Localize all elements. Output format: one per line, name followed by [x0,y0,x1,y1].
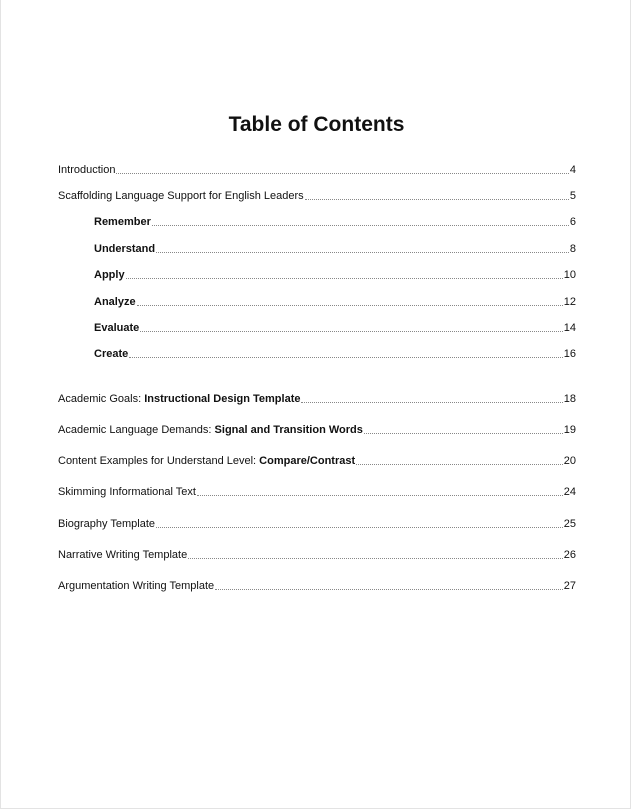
toc-label: Introduction [58,164,116,176]
dot-leader [215,589,563,590]
toc-label: Content Examples for Understand Level: [58,455,260,467]
toc-subentry[interactable] [94,347,576,361]
toc-entry[interactable] [58,454,576,468]
toc-page-number: 4 [569,164,576,176]
toc-page-number: 20 [563,455,576,467]
toc-subentry[interactable] [94,215,576,229]
dot-leader [156,252,569,253]
toc-page-number: 12 [563,296,576,308]
toc-label: Biography Template [58,518,156,530]
dot-leader [305,199,569,200]
dot-leader [129,357,563,358]
toc-page-number: 10 [563,269,576,281]
toc-label: Narrative Writing Template [58,549,188,561]
toc-label: Skimming Informational Text [58,486,196,498]
dot-leader [188,558,563,559]
dot-leader [356,464,563,465]
toc-entry[interactable] [58,579,576,593]
dot-leader [152,225,569,226]
dot-leader [116,173,568,174]
dot-leader [137,305,563,306]
dot-leader [364,433,563,434]
toc-page-number: 24 [563,486,576,498]
toc-label: Evaluate [94,322,140,334]
toc-page-number: 16 [563,348,576,360]
toc-label: Academic Goals: [58,393,145,405]
toc-subentry[interactable] [94,242,576,256]
toc-page-number: 14 [563,322,576,334]
toc-page-number: 19 [563,424,576,436]
toc-page-number: 6 [569,216,576,228]
toc-label: Remember [94,216,151,228]
toc-page-number: 25 [563,518,576,530]
toc-entry[interactable] [58,163,576,177]
toc-page-number: 5 [569,190,576,202]
page-title: Table of Contents [228,113,405,136]
toc-entry[interactable] [58,485,576,499]
dot-leader [197,495,563,496]
toc-entry[interactable] [58,392,576,406]
toc-page-number: 26 [563,549,576,561]
toc-label-bold: Compare/Contrast [259,455,356,467]
toc-entry[interactable] [58,517,576,531]
toc-label: Apply [94,269,125,281]
toc-label: Academic Language Demands: [58,424,215,436]
dot-leader [156,527,563,528]
toc-label-bold: Signal and Transition Words [214,424,363,436]
toc-page-number: 18 [563,393,576,405]
toc-label: Scaffolding Language Support for English Leaders [58,190,304,202]
toc-subentry[interactable] [94,321,576,335]
toc-entry[interactable] [58,548,576,562]
toc-label: Create [94,348,129,360]
dot-leader [301,402,562,403]
toc-page-number: 27 [563,580,576,592]
toc-subentry[interactable] [94,295,576,309]
toc-entry[interactable] [58,423,576,437]
toc-label: Understand [94,243,156,255]
dot-leader [126,278,563,279]
dot-leader [140,331,563,332]
toc-subentry[interactable] [94,268,576,282]
toc-entry[interactable] [58,189,576,203]
toc-page-number: 8 [569,243,576,255]
toc-label: Analyze [94,296,136,308]
toc-label: Argumentation Writing Template [58,580,215,592]
toc-label-bold: Instructional Design Template [144,393,301,405]
